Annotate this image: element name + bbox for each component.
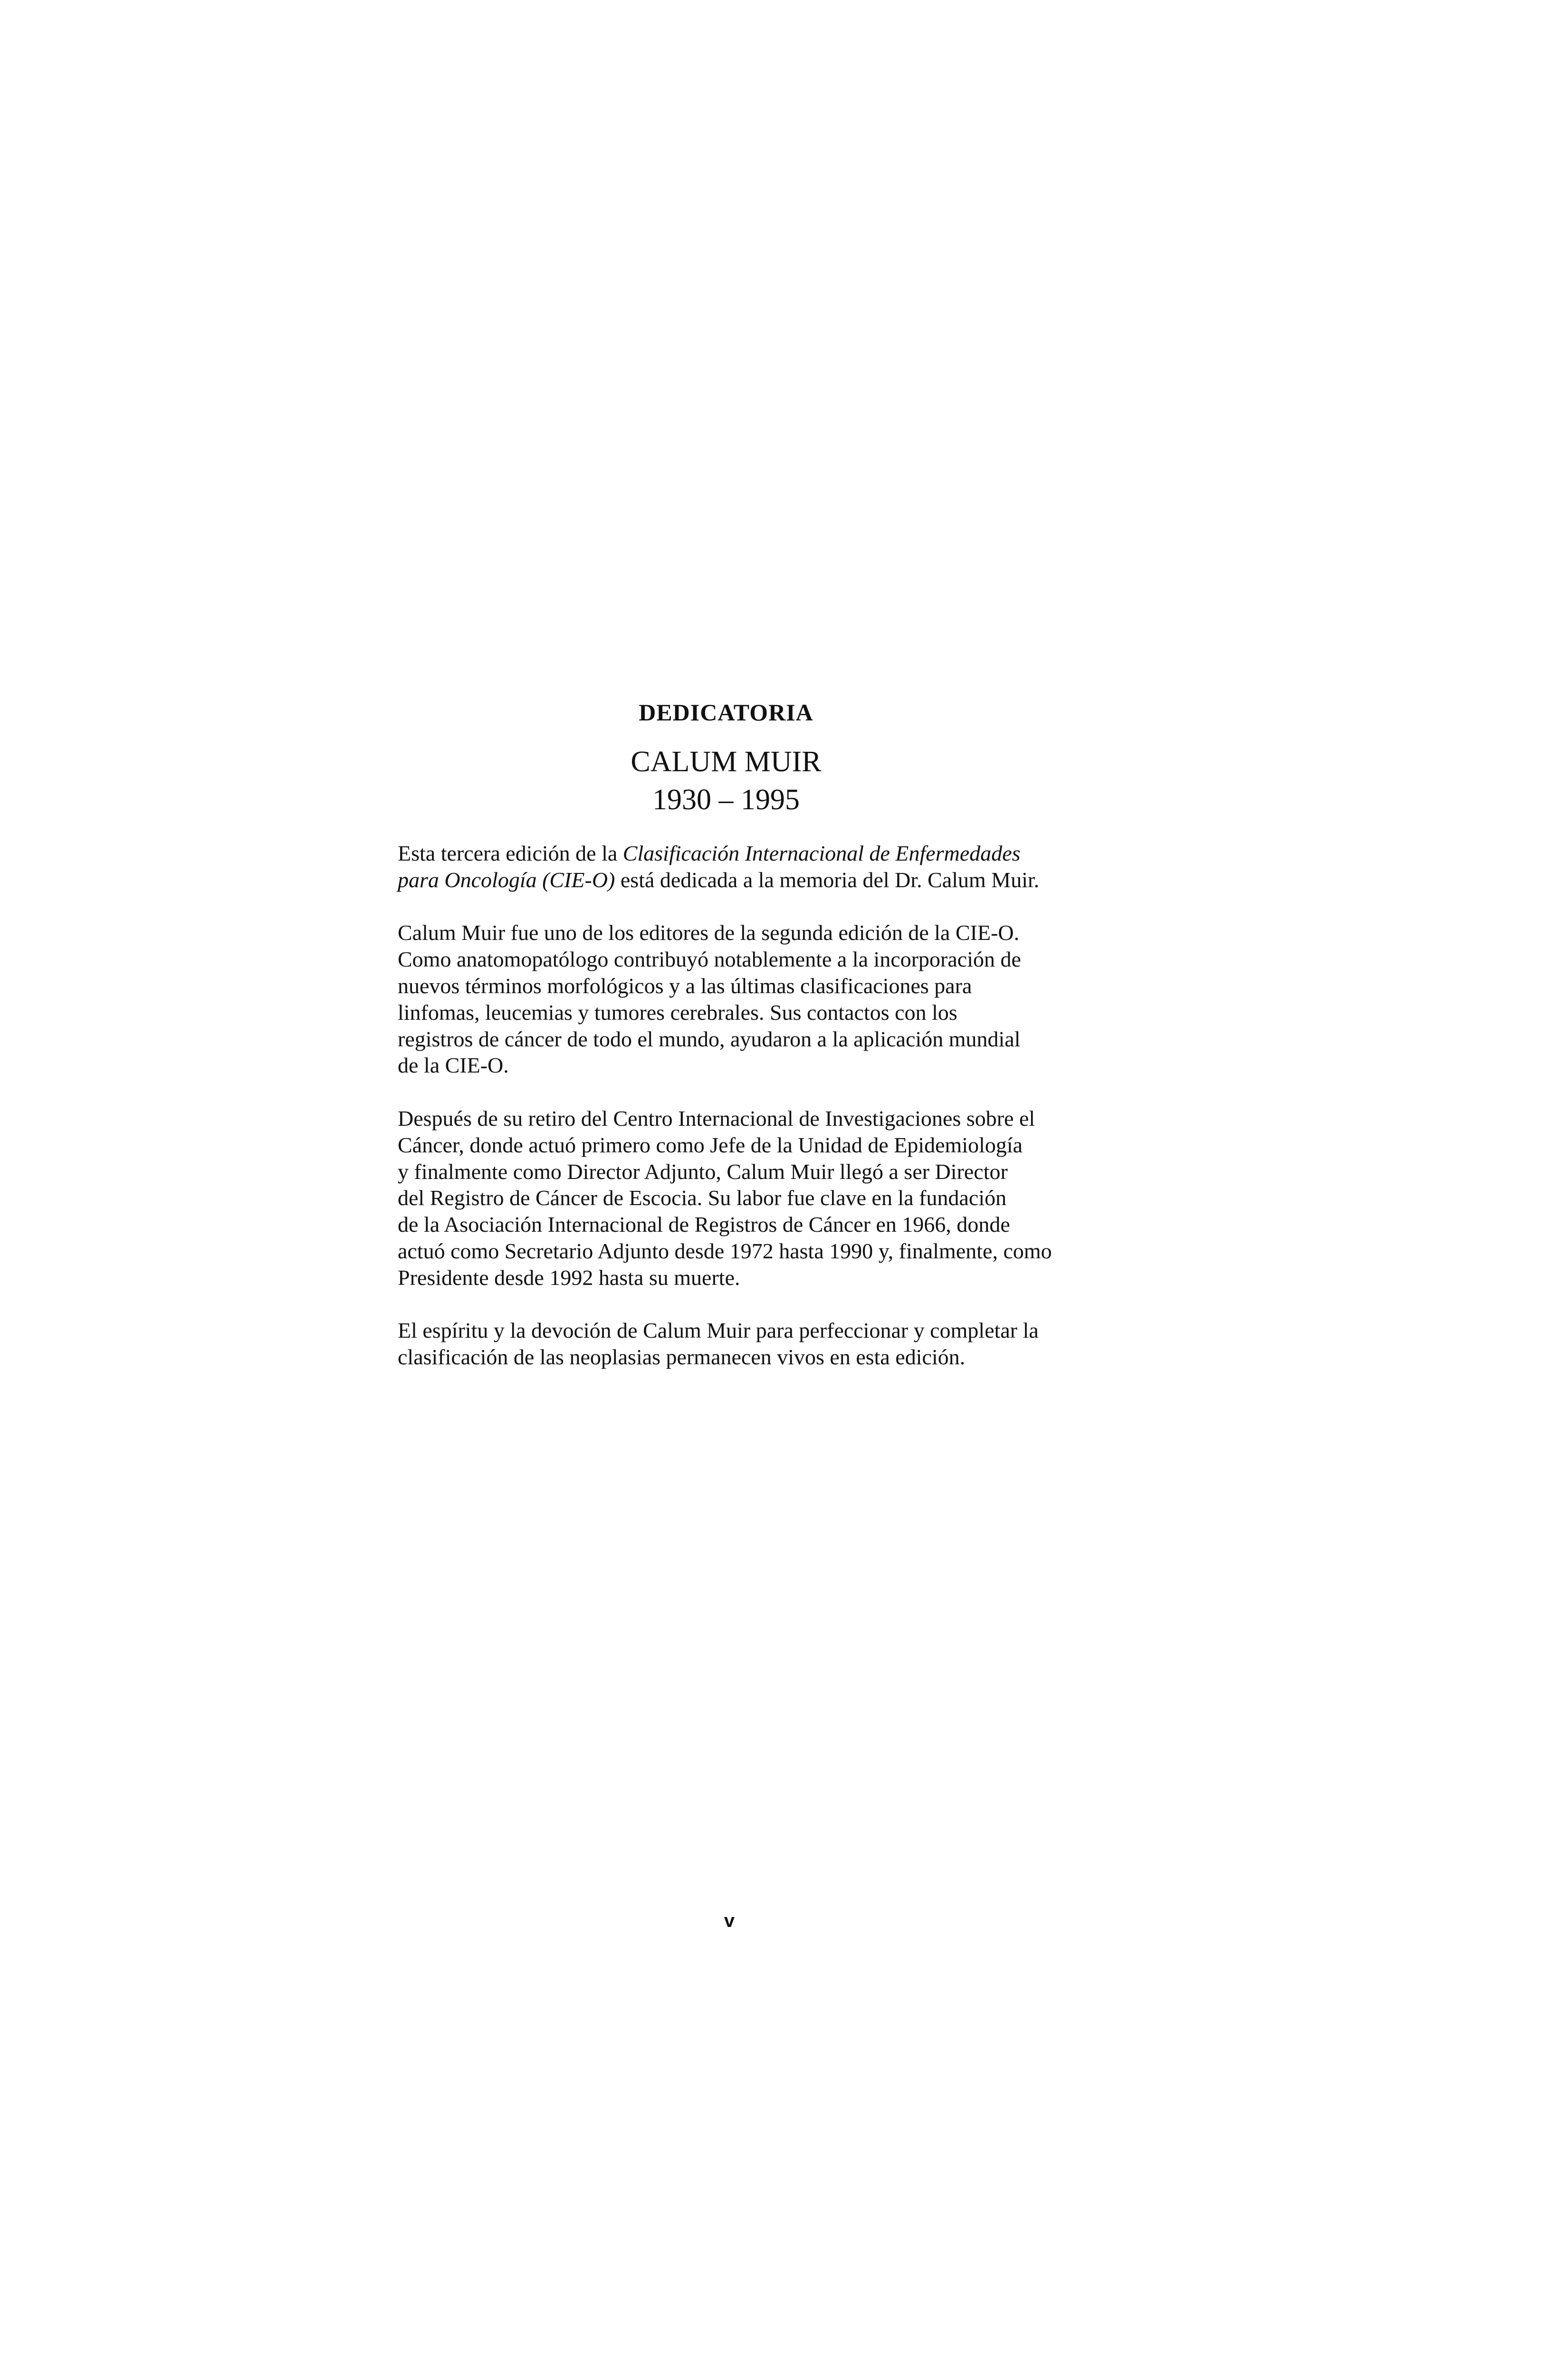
page-number: v xyxy=(724,1910,735,1931)
text-line xyxy=(398,1344,1110,1370)
text-line xyxy=(398,867,1110,893)
dedication-heading: DEDICATORIA xyxy=(639,699,813,726)
text-segment: registros de cáncer de todo el mundo, ayudaron a la aplicación mundial xyxy=(398,1026,1021,1051)
text-line xyxy=(398,840,1110,867)
text-segment: de la CIE-O. xyxy=(398,1053,509,1078)
text-line xyxy=(398,1265,1110,1291)
text-line xyxy=(398,1317,1110,1344)
text-line xyxy=(398,1105,1110,1132)
text-line xyxy=(398,920,1110,946)
text-segment: Calum Muir fue uno de los editores de la segunda edición de la CIE-O. xyxy=(398,920,1020,945)
text-segment: Presidente desde 1992 hasta su muerte. xyxy=(398,1265,740,1290)
person-name: CALUM MUIR xyxy=(631,746,822,778)
paragraph xyxy=(398,920,1110,1079)
italic-text: Clasificación Internacional de Enfermedades xyxy=(622,841,1021,865)
paragraph xyxy=(398,1105,1110,1291)
text-line xyxy=(398,1132,1110,1159)
paragraph xyxy=(398,840,1110,893)
text-segment: Esta tercera edición de la xyxy=(398,841,623,865)
paragraph xyxy=(398,1317,1110,1370)
text-segment: Después de su retiro del Centro Internacional de Investigaciones sobre el xyxy=(398,1106,1035,1131)
text-line xyxy=(398,1238,1110,1265)
text-line xyxy=(398,1026,1110,1053)
text-segment: linfomas, leucemias y tumores cerebrales. Sus contactos con los xyxy=(398,1000,957,1025)
text-line xyxy=(398,946,1110,973)
text-segment: actuó como Secretario Adjunto desde 1972 hasta 1990 y, finalmente, como xyxy=(398,1238,1052,1263)
text-segment: El espíritu y la devoción de Calum Muir para perfeccionar y completar la xyxy=(398,1318,1039,1343)
text-segment: clasificación de las neoplasias permanecen vivos en esta edición. xyxy=(398,1345,966,1370)
text-line xyxy=(398,1211,1110,1238)
text-line xyxy=(398,1052,1110,1079)
text-segment: del Registro de Cáncer de Escocia. Su labor fue clave en la fundación xyxy=(398,1186,1007,1210)
text-segment: Cáncer, donde actuó primero como Jefe de la Unidad de Epidemiología xyxy=(398,1132,1023,1157)
text-line xyxy=(398,999,1110,1026)
text-segment: está dedicada a la memoria del Dr. Calum Muir. xyxy=(615,867,1040,892)
text-segment: Como anatomopatólogo contribuyó notablemente a la incorporación de xyxy=(398,947,1021,972)
dedication-body xyxy=(398,840,1110,1397)
text-segment: de la Asociación Internacional de Registros de Cáncer en 1966, donde xyxy=(398,1212,1010,1237)
text-line xyxy=(398,973,1110,999)
italic-text: para Oncología (CIE-O) xyxy=(398,867,615,892)
person-years: 1930 – 1995 xyxy=(652,784,800,816)
text-segment: y finalmente como Director Adjunto, Calum Muir llegó a ser Director xyxy=(398,1159,1008,1184)
text-line xyxy=(398,1185,1110,1211)
text-line xyxy=(398,1159,1110,1185)
text-segment: nuevos términos morfológicos y a las últimas clasificaciones para xyxy=(398,973,972,998)
